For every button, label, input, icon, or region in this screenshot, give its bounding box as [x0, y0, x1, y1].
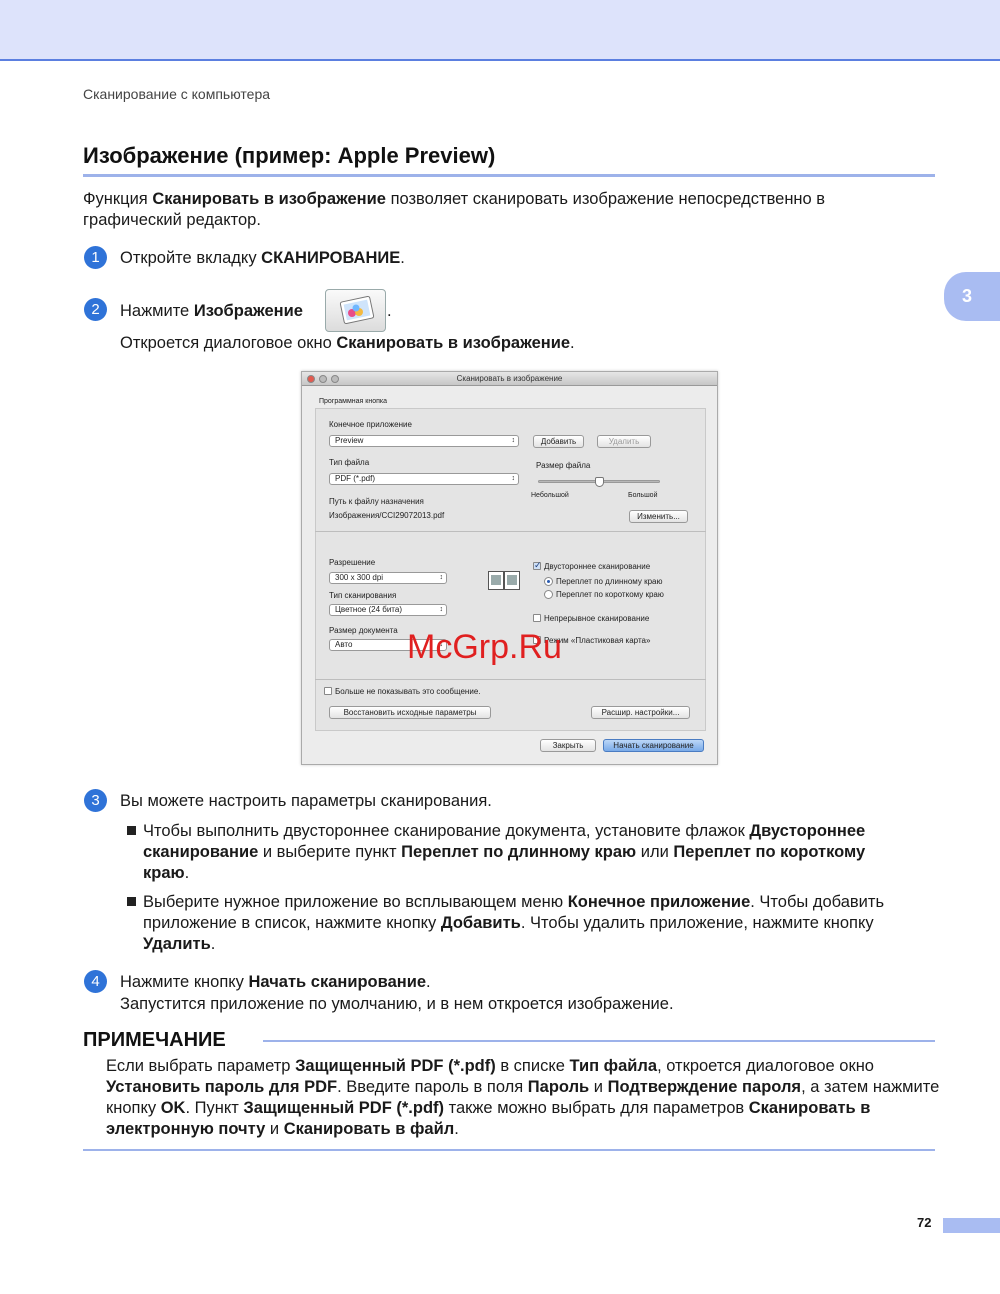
dialog-separator	[315, 531, 706, 532]
group-label: Программная кнопка	[319, 398, 387, 405]
bullet-marker	[127, 826, 136, 835]
change-path-button[interactable]: Изменить...	[629, 510, 688, 523]
dont-show-checkbox[interactable]	[324, 687, 332, 695]
section-title: Изображение (пример: Apple Preview)	[83, 143, 496, 168]
chapter-tab: 3	[944, 272, 1000, 321]
file-size-label: Размер файла	[536, 461, 591, 470]
intro-paragraph: Функция Сканировать в изображение позволяет сканировать изображение непосредственно в графический редактор.	[83, 190, 826, 229]
duplex-checkbox[interactable]: ✓	[534, 560, 542, 570]
step-4-subtext: Запустится приложение по умолчанию, и в нем откроется изображение.	[120, 995, 674, 1013]
scan-type-label: Тип сканирования	[329, 591, 397, 600]
start-scan-button[interactable]: Начать сканирование	[603, 739, 704, 752]
long-edge-radio[interactable]	[544, 577, 553, 586]
dialog-separator-2	[315, 679, 706, 680]
image-button[interactable]	[325, 289, 386, 332]
add-button[interactable]: Добавить	[533, 435, 584, 448]
step-1-badge: 1	[84, 246, 107, 269]
short-edge-radio[interactable]	[544, 590, 553, 599]
file-size-slider[interactable]	[538, 480, 660, 483]
file-type-select[interactable]: PDF (*.pdf) ↕	[329, 473, 519, 485]
file-type-label: Тип файла	[329, 458, 370, 467]
note-bottom-divider	[83, 1149, 935, 1151]
image-icon	[326, 290, 387, 333]
doc-size-select[interactable]: Авто ↕	[329, 639, 447, 651]
watermark: McGrp.Ru	[407, 628, 562, 666]
top-header-bar	[0, 0, 1000, 61]
dont-show-label: Больше не показывать это сообщение.	[335, 687, 481, 696]
restore-defaults-button[interactable]: Восстановить исходные параметры	[329, 706, 491, 719]
resolution-label: Разрешение	[329, 558, 376, 567]
breadcrumb: Сканирование с компьютера	[83, 86, 271, 102]
close-button[interactable]: Закрыть	[540, 739, 596, 752]
continuous-label: Непрерывное сканирование	[544, 614, 650, 623]
step-2-text: Нажмите Изображение	[120, 302, 303, 320]
bullet-marker	[127, 897, 136, 906]
step-4-badge: 4	[84, 970, 107, 993]
close-window-icon[interactable]	[307, 375, 315, 383]
long-edge-label: Переплет по длинному краю	[556, 577, 663, 586]
duplex-label: Двустороннее сканирование	[544, 562, 651, 571]
scan-type-select[interactable]: Цветное (24 бита) ↕	[329, 604, 447, 616]
title-divider	[83, 174, 935, 177]
path-value: Изображения/CCI29072013.pdf	[329, 511, 445, 520]
file-size-small: Небольшой	[531, 492, 569, 499]
target-app-select[interactable]: Preview ↕	[329, 435, 519, 447]
duplex-icon	[488, 571, 520, 590]
note-text: Если выбрать параметр Защищенный PDF (*.pdf) в списке Тип файла, откроется диалоговое окно Установить пароль для PDF. Введите пароль в поля Пароль и Подтверждение пароля, а затем нажмите кнопку OK. Пункт Защищенный PDF (*.pdf) также можно выбрать для параметров Сканировать в электронную почту и Сканировать в файл.	[106, 1057, 940, 1138]
page-number: 72	[917, 1215, 932, 1230]
doc-size-label: Размер документа	[329, 626, 398, 635]
file-size-slider-knob[interactable]	[595, 477, 604, 487]
step-1-text: Откройте вкладку СКАНИРОВАНИЕ.	[120, 249, 405, 267]
bullet-target-app: Выберите нужное приложение во всплывающем меню Конечное приложение. Чтобы добавить приложение в список, нажмите кнопку Добавить. Чтобы удалить приложение, нажмите кнопку Удалить.	[143, 893, 885, 953]
step-2-dot: .	[387, 302, 392, 320]
delete-button[interactable]: Удалить	[597, 435, 651, 448]
short-edge-label: Переплет по короткому краю	[556, 590, 664, 599]
note-divider	[263, 1040, 935, 1042]
bullet-duplex: Чтобы выполнить двустороннее сканирование документа, установите флажок Двустороннее сканирование и выберите пункт Переплет по длинному краю или Переплет по короткому краю.	[143, 822, 866, 882]
step-2-badge: 2	[84, 298, 107, 321]
dialog-titlebar	[302, 372, 717, 386]
step-3-badge: 3	[84, 789, 107, 812]
dialog-title: Сканировать в изображение	[456, 374, 563, 383]
target-app-label: Конечное приложение	[329, 420, 412, 429]
advanced-settings-button[interactable]: Расшир. настройки...	[591, 706, 690, 719]
note-heading: ПРИМЕЧАНИЕ	[83, 1029, 226, 1051]
zoom-window-icon[interactable]	[331, 375, 339, 383]
card-mode-label: Режим «Пластиковая карта»	[544, 636, 651, 645]
step-3-text: Вы можете настроить параметры сканирования.	[120, 792, 492, 810]
resolution-select[interactable]: 300 x 300 dpi ↕	[329, 572, 447, 584]
scan-to-image-dialog	[301, 371, 718, 765]
step-4-text: Нажмите кнопку Начать сканирование.	[120, 973, 431, 991]
continuous-checkbox[interactable]	[533, 614, 541, 622]
page-number-bar	[943, 1218, 1000, 1233]
minimize-window-icon[interactable]	[319, 375, 327, 383]
step-2-subtext: Откроется диалоговое окно Сканировать в изображение.	[120, 334, 575, 352]
file-size-large: Большой	[628, 492, 658, 499]
path-label: Путь к файлу назначения	[329, 497, 424, 506]
